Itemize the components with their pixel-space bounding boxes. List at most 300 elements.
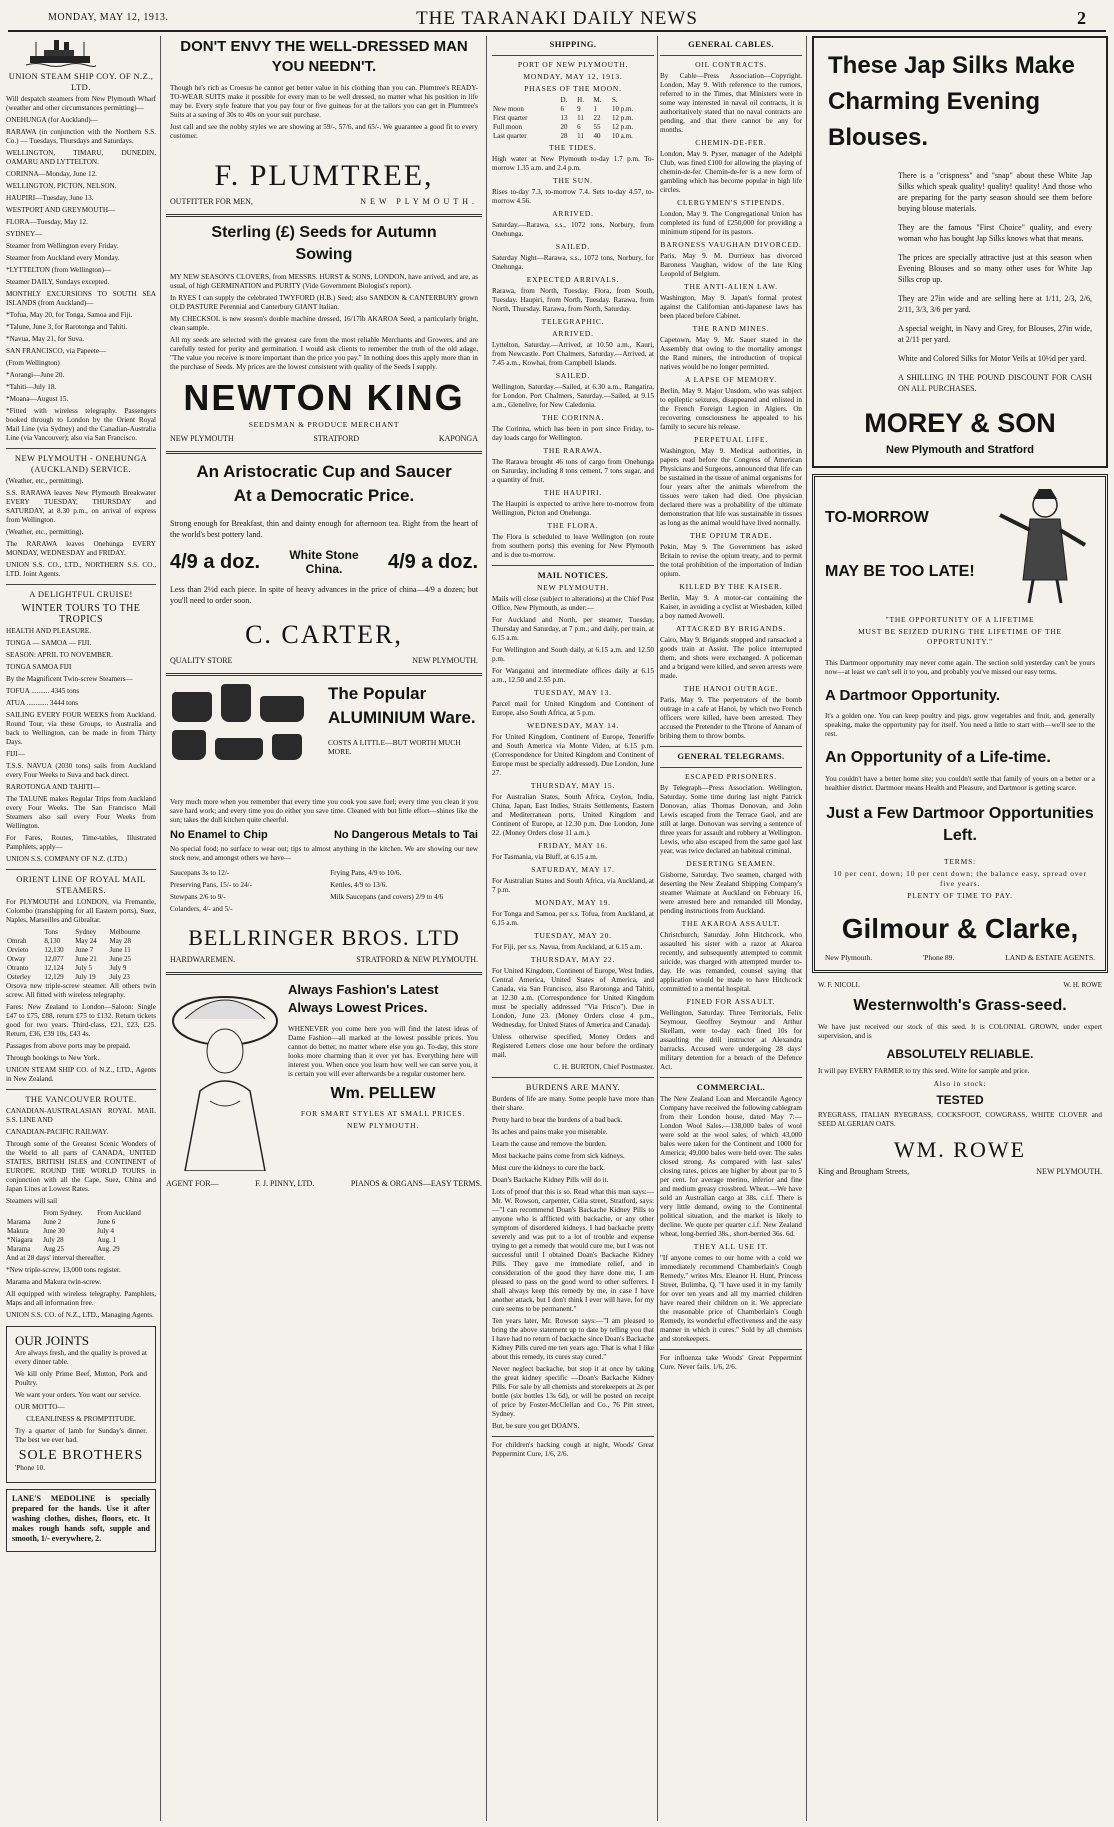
column-cables [660,36,802,1821]
plumtree-ad [166,36,482,208]
burdens-item: Most backache pains come from sick kidneys. [492,1152,625,1160]
table-cell: Aug. 1 [97,1236,117,1244]
table-row [6,1236,156,1245]
also-in-stock: Also in stock: [933,1079,987,1088]
tele-arrived-text: Lyttelton, Saturday.—Arrived, at 10.50 a.m., Kauri, from Newcastle. Port Chalmers, Saturday.—Arrived, at 7.45 a.m., Kowhai, from Campbell Islands. [492,341,654,367]
mail-notices-heading: MAIL NOTICES. [537,570,609,580]
vancouver-heading: THE VANCOUVER ROUTE. [25,1094,137,1104]
sun-heading: THE SUN. [553,176,593,185]
usco-heading: UNION STEAM SHIP COY. OF N.Z., LTD. [8,71,154,92]
telegram-text: Christchurch, Saturday. John Hitchcock, who assaulted his sister with a razor at Akaroa recently, and subsequently attempted to commit suicide, was charged with attempted murder to-day. He was remanded, counsel saying that application would be made to have Hitchcock committed to a mental hospital. [660,931,802,993]
pinny-footer [166,1179,482,1188]
ad-body: A SHILLING IN THE POUND DISCOUNT FOR CASH ON ALL PURCHASES. [898,373,1092,393]
table-cell: July 23 [109,973,130,981]
ad-body: You couldn't have a better home site; you couldn't settle that family of yours on a better or a healthier district. Dartmoor means Health and Pleasure, and Dartmoor is getting scarce. [825,775,1095,792]
usco-list [6,95,156,443]
newton-king-towns [170,434,478,443]
telegraphic-heading: TELEGRAPHIC. [541,317,605,326]
mail-item: Mails will close (subject to alterations) at the Chief Post Office, New Plymouth, as under:— [492,595,654,612]
table-cell: June 11 [109,946,131,954]
mail-date: TUESDAY, MAY 13. [534,688,612,697]
burdens-item: Lots of proof that this is so. Read what this man says:—Mr. W. Rowson, carpenter, Celia street, Stratford, says:—"I can recommend Doan's Backache Kidney Pills to anyone who is afflicted with backache, or any other symptom of disordered kidneys. I had backache pretty severely and was put to a lot of trouble and expense trying to get a remedy that would cure me, but I was not successful until I obtained Doan's Backache Kidney Pills. They gave me immediate relief, and in consideration of the good they have done me, I am pleased to pass on the good word to other sufferers. I shall always keep this remedy by me, in case I have another attack, but I don't think I ever will have, for my cure seems to be permanent." [492,1188,654,1313]
table-cell: 10 p.m. [611,105,634,113]
ad-body: No special food; no surface to wear out; tips to almost anything in the kitchen. We are showing our new stock now, and amongst others we have— [170,845,478,862]
ad-body: Strong enough for Breakfast, thin and dainty enough for afternoon tea. Right from the heart of the world's best pottery land. [170,519,478,539]
ad-body: The prices are specially attractive just at this season when Evening Blouses and so many other uses for White Jap Silks crop up. [898,253,1092,284]
cable-text: Paris, May 9. The perpetrators of the bomb outrage in a cafe at Hanoi, by which two French officers were killed, have been arrested. They accused the Pretender to the Throne of Annam of bribing them to throw bombs. [660,696,802,740]
gilmour-trade: LAND & ESTATE AGENTS. [1005,953,1095,962]
ad-body: There is a "crispness" and "snap" about these White Jap Silks which speak quality! quality! quality! And those who are preparing for the party season should see them before buying blouse materials. [898,171,1092,213]
table-cell [6,928,43,937]
newton-king-trade: SEEDSMAN & PRODUCE MERCHANT [248,420,400,429]
list-item: Saucepans 3s to 12/- [170,869,230,877]
divider [6,869,156,870]
gilmour-footer [825,953,1095,962]
plumtree-footer [170,197,478,206]
cable-item [660,282,802,321]
arrived-text: Saturday.—Rarawa, s.s., 1072 tons, Norbury, from Onehunga. [492,221,654,238]
table-cell: From Sydney. [43,1209,83,1217]
table-cell: 12 p.m. [611,123,634,131]
table-cell: *Niagara [7,1236,33,1244]
rowe-name: WM. ROWE [893,1137,1027,1162]
cable-heading: A LAPSE OF MEMORY. [685,375,777,384]
butcher-ad [6,1326,156,1483]
table-cell: 6 [577,123,581,131]
list-item: CORINNA—Monday, June 12. [6,170,97,178]
ad-body: They are the famous "First Choice" quality, and every woman who has bought Jap Silks knows what that means. [898,223,1092,243]
medoline-ad [6,1489,156,1552]
divider [660,746,802,747]
list-item: *Aorangi—June 20. [6,371,65,379]
stewpan-icon [172,730,206,760]
rowe-address: King and Brougham Streets, [818,1167,910,1176]
gilmour-phone: 'Phone 89. [922,953,955,962]
table-cell: From Auckland [97,1209,141,1217]
rowe-ad [812,979,1108,1178]
divider [660,767,802,768]
cable-heading: KILLED BY THE KAISER. [679,582,783,591]
cable-item [660,375,802,432]
table-cell: July 4 [97,1227,115,1235]
table-cell: Last quarter [493,132,527,140]
ad-body: Just call and see the nobby styles we are showing at 59/-, 57/6, and 65/-. We guarantee a good fit to every customer. [170,123,478,140]
list-item: OUR MOTTO— [15,1403,65,1411]
cable-item [660,198,802,237]
divider [492,1436,654,1437]
list-item: Steamer from Auckland every Monday. [6,254,120,262]
telegram-heading: THE AKAROA ASSAULT. [681,919,781,928]
table-cell: June 25 [109,955,132,963]
plumtree-name: F. PLUMTREE, [214,159,434,192]
ad-body: Very much more when you remember that every time you cook you save fuel; every time you clean it you save hard work; and every time you do either you save time. Cleaned with but little effort—shines like the sun; takes the dull kitchen quite cheerful. [170,798,478,824]
steamship-icon [26,38,96,68]
list-item: Stewpans 2/6 to 9/- [170,893,226,901]
table-header [492,96,654,105]
table-cell: First quarter [493,114,528,122]
all-use-it-heading: THEY ALL USE IT. [693,1242,769,1251]
table-cell: June 2 [43,1218,62,1226]
list-item: Will despatch steamers from New Plymouth Wharf (weather and other circumstances permitting)— [6,95,156,112]
cup-price: 4/9 a doz. [170,550,261,573]
pot-icon [272,734,302,760]
cable-item [660,624,802,681]
tides-heading: THE TIDES. [549,143,597,152]
saucepan-icon [172,692,212,722]
few-left-heading: Just a Few Dartmoor Opportunities Left. [826,805,1094,844]
rarawa-heading: THE RARAWA. [543,446,603,455]
mail-item: For United Kingdom, Continent of Europe, West Indies, Central America, United States of America, and Canada, via San Francisco, also Rarotonga and Tahiti, at 12.30 a.m. (Correspondence for United Kingdom must be specially addressed "Via Frisco"). Due in London, June 23. (Money Orders close 4 p.m., Wednesday, for United States of America and Canada). [492,967,654,1029]
mail-item: For Wellington and South daily, at 6.15 a.m. and 12.50 p.m. [492,646,654,663]
tele-sailed-text: Wellington, Saturday.—Sailed, at 6.30 a.m., Rangatira, for London. Port Chalmers, Saturday.—Sailed, at 9.15 a.m., Glenelive, for New Caledonia. [492,383,654,409]
ad-body: MY NEW SEASON'S CLOVERS, from MESSRS. HURST & SONS, LONDON, have arrived, and are, as usual, of high GERMINATION and PURITY (Vide Government Biologist's report). [170,273,478,290]
cable-text: Paris, May 9. M. Durrieux has divorced Baroness Vaughan, widow of the late King Leopold of Belgium. [660,252,802,278]
mail-item: For Tonga and Samoa, per s.s. Tofua, from Auckland, at 6.15 a.m. [492,910,654,927]
envy-heading: DON'T ENVY THE WELL-DRESSED MAN [180,38,468,55]
cable-item [660,582,802,621]
gilmour-clarke-ad [812,474,1108,973]
list-item: UNION STEAM SHIP CO. of N.Z., LTD., Agents in New Zealand. [6,1066,156,1083]
ad-body: Though he's rich as Croesus he cannot get better value in his clothing than you can. Plumtree's READY-TO-WEAR SUITS make it possible for every man to be well dressed, no matter what his position in life may be. Every style feature that you pay four or five guineas for at the tailors you can get in Plumtree's Suits at a saving of 30s to 40s on your suit purchase. [170,84,478,119]
list-item: SAN FRANCISCO, via Papeete— [6,347,107,355]
cruise-heading: A DELIGHTFUL CRUISE! [29,589,133,599]
ad-body: WHENEVER you come here you will find the latest ideas of Dame Fashion—all marked at the lowest possible prices. You cannot do better, no matter where else you go. To-day, this store looks more charming than it ever yet has. Everything here will interest you. When once you learn how well we can serve you, it is certain you will ever afterwards be a regular customer here. [288,1025,478,1078]
mail-date: SATURDAY, MAY 17. [531,865,615,874]
bellringer-name: BELLRINGER BROS. LTD [188,925,460,950]
pinny-name: F. J. PINNY, LTD. [255,1179,315,1188]
ad-body: White and Colored Silks for Motor Veils at 10½d per yard. [898,354,1087,363]
list-item: Frying Pans, 4/9 to 10/6. [330,869,402,877]
pianos-label: PIANOS & ORGANS—EASY TERMS. [350,1179,482,1188]
no-metals-heading: No Dangerous Metals to Tai [333,829,478,841]
table-cell: 6 [560,105,564,113]
mail-date: FRIDAY, MAY 16. [538,841,608,850]
telegram-text: Gisborne, Saturday. Two seamen, charged with deserting the New Zealand Shipping Company's steamer Waimate at Auckland on February 16, were arrested here and remanded till Monday, pending instructions from Auckland. [660,871,802,915]
list-item: WELLINGTON, PICTON, NELSON. [6,182,117,190]
list-item: WESTPORT AND GREYMOUTH— [6,206,116,214]
gilmour-name: Gilmour & Clarke, [841,913,1079,944]
cable-text: London, May 9. Pyser, manager of the Adelphi Club, was fined £100 for allowing the playing of chemin-de-fer. Chemin-de-fer is a new form of gambling which has become popular in high life circles. [660,150,802,194]
table-cell: June 21 [75,955,97,963]
newspaper-title: THE TARANAKI DAILY NEWS [416,8,698,29]
burdens-item: Learn the cause and remove the burden. [492,1140,607,1148]
table-cell: June 6 [97,1218,116,1226]
vancouver-sailings-table [6,1209,156,1254]
envy-subheading: YOU NEEDN'T. [271,58,377,75]
list-item: Are always fresh, and the quality is proved at every dinner table. [15,1349,147,1366]
burdens-item: Burdens of life are many. Some people have more than their share. [492,1095,654,1112]
colander-icon [215,738,263,760]
cable-text: Capetown, May 9. Mr. Sauer stated in the Assembly that owing to the mortality amongst the Rand miners, the introduction of tropical natives would be no longer permitted. [660,336,802,371]
tele-arrived-heading: ARRIVED. [552,329,594,338]
ad-body: We have just received our stock of this seed. It is COLONIAL GROWN, under expert supervision, and is [818,1023,1102,1040]
list-item: FIJI— [6,750,25,758]
telegram-item [660,919,802,994]
divider [660,1077,802,1078]
column-shipping-news [492,36,654,1821]
list-item: RARAWA (in conjunction with the Northern S.S. Co.) — Tuesdays, Thursdays and Saturdays. [6,128,156,145]
no-enamel-heading: No Enamel to Chip [170,829,268,841]
seeds-heading: Sterling (£) Seeds for Autumn [211,224,437,241]
agent-label: AGENT FOR— [166,1179,219,1188]
medoline-text: LANE'S MEDOLINE is specially prepared for the hands. Use it after washing clothes, dishes, floors, etc. It makes rough hands soft, supple and smooth, 1/- everywhere, 2. [12,1494,150,1543]
gilmour-town: New Plymouth. [825,953,873,962]
table-cell: 22 [593,114,601,122]
table-cell: Aug 25 [43,1245,64,1253]
burdens-item: But, be sure you get DOAN'S. [492,1422,580,1430]
expected-heading: EXPECTED ARRIVALS. [526,275,620,284]
table-cell: 9 [577,105,581,113]
table-cell: 12,077 [44,955,64,963]
cable-text: Pekin, May 9. The Government has asked Britain to revise the opium treaty, and to permit the total prohibition of the importation of Indian opium. [660,543,802,578]
list-item: ONEHUNGA (for Auckland)— [6,116,98,124]
reliable-label: ABSOLUTELY RELIABLE. [886,1047,1034,1061]
mail-date: THURSDAY, MAY 22. [530,955,616,964]
table-row [6,964,156,973]
sailed-heading: SAILED. [555,242,591,251]
table-cell [6,1209,42,1218]
list-item: *Fitted with wireless telegraphy. Passengers booked through to London by the Orient Royal Mail Line (via Sydney) and the Canadian-Australia Line (via Vancouver); also via San Francisco. [6,407,156,442]
pellew-town: NEW PLYMOUTH. [346,1121,419,1130]
table-cell: June 7 [75,946,94,954]
phone-number: 'Phone 10. [15,1464,46,1472]
table-cell: D. [560,96,568,104]
table-cell: July 9 [109,964,127,972]
table-cell: July 19 [75,973,96,981]
town-crier-illustration [985,485,1095,605]
opportunity-quote: MUST BE SEIZED DURING THE LIFETIME OF THE OPPORTUNITY." [858,627,1062,646]
grass-seed-heading: Westernwolth's Grass-seed. [853,997,1067,1014]
cable-heading: THE HANOI OUTRAGE. [683,684,779,693]
list-item: We want your orders. You want our service. [15,1391,141,1399]
divider [6,1089,156,1090]
table-row [492,123,654,132]
carter-name: C. CARTER, [245,620,403,649]
cable-text: By Cable—Press Association—Copyright. London, May 9. With reference to the rumors, referred to in the Times, that Ministers were in some way interested in naval oil contracts, it is authoritatively stated that no naval contracts are pending, and that there cannot be any for months. [660,72,802,134]
list-item: Fares: New Zealand to London—Saloon: Single £47 to £75, £88, return £75 to £132. Return tickets good for two years. Third-class, £21, £23, £25. Return, £36, £39 10s, £43 4s. [6,1003,156,1038]
list-item: CANADIAN-PACIFIC RAILWAY. [6,1128,109,1136]
table-cell: Orvieto [7,946,29,954]
ad-body: It's a golden one. You can keep poultry and pigs, grow vegetables and fruit, and, generally speaking, make the opportunity pay for itself. You need a little to start with—we'll see to the rest. [825,712,1095,738]
pellew-tagline: FOR SMART STYLES AT SMALL PRICES. [300,1109,466,1118]
table-cell: Tons [44,928,58,936]
flora-text: The Flora is scheduled to leave Wellington (on route from southern ports) this evening for New Plymouth and is due to-morrow. [492,533,654,559]
column-rule [657,36,658,1821]
list-item: UNION S.S. CO., LTD., NORTHERN S.S. CO., LTD. Joint Agents. [6,561,156,578]
cable-heading: ATTACKED BY BRIGANDS. [676,624,786,633]
cup-price-row [170,548,478,576]
mail-date: TUESDAY, MAY 20. [534,931,612,940]
list-item: RAROTONGA AND TAHITI— [6,783,100,791]
all-use-it-text: "If anyone comes to our home with a cold we immediately recommend Chamberlain's Cough Remedy," writes Mrs. Eleanor H. Hunt, Princess Street, Bulimba, Q. "I have used it in my family for over ten years and all my married children have reared their children on it. We appreciate the reasonable price of Chamberlain's Cough Remedy, its wonderful effectiveness and the easy manner in which it cures." Sold by all chemists and storekeepers. [660,1254,802,1343]
mail-sub: NEW PLYMOUTH. [536,583,609,592]
port-date: MONDAY, MAY 12, 1913. [523,72,623,81]
corinna-text: The Corinna, which has been in port since Friday, to-day loads cargo for Wellington. [492,425,654,442]
divider [6,448,156,449]
column-right-ads [812,36,1108,1821]
fashion-heading: Always Fashion's Latest Always Lowest Prices. [288,982,439,1015]
table-cell: Aug. 29 [97,1245,120,1253]
cable-text: London, May 9. The Congregational Union has completed its fund of £250,000 for providing a minimum stipend for its pastors. [660,210,802,236]
table-row [492,105,654,114]
cable-text: Berlin, May 9. Major Unsdom, who was subject to epileptic seizures, disappeared and enlisted in the French Foreign Legion in Algiers. On recovering consciousness he appealed to his family to secure his release. [660,387,802,431]
table-cell: July 5 [75,964,93,972]
too-late-heading: MAY BE TOO LATE! [825,563,975,580]
pellew-ad [166,979,482,1173]
tides-text: High water at New Plymouth to-day 1.7 p.m. To-morrow 1.35 a.m. and 2.4 p.m. [492,155,654,172]
silks-heading: These Jap Silks Make Charming Evening Blouses. [828,52,1075,151]
table-cell: 55 [593,123,601,131]
town: STRATFORD [313,434,360,443]
mail-date: THURSDAY, MAY 15. [530,781,616,790]
aluminium-top [170,682,478,792]
list-item: Kettles, 4/9 to 13/6. [330,881,388,889]
list-item: Through bookings to New York. [6,1054,100,1062]
column-rule [486,36,487,1821]
burdens-item: Pretty hard to bear the burdens of a bad back. [492,1116,623,1124]
mail-item: For Australian States, South Africa, Ceylon, India, China, Japan, East Indies, Straits Settlements, Eastern and Mediterranean ports, United Kingdom and Continent of Europe, at 12.30 p.m. Due London, June 22. (Money Orders close 11 a.m.). [492,793,654,837]
list-item: WELLINGTON, TIMARU, DUNEDIN, OAMARU AND LYTTELTON. [6,149,156,166]
divider [492,565,654,566]
terms-line: 10 per cent. down; 10 per cent down; the balance easy, spread over five years. [833,869,1087,888]
port-heading: PORT OF NEW PLYMOUTH. [517,60,629,69]
column-rule [806,36,807,1821]
aluminium-tagline: COSTS A LITTLE—BUT WORTH MUCH MORE. [328,738,461,756]
list-item: SEASON: APRIL TO NOVEMBER. [6,651,113,659]
table-cell: 8,130 [44,937,61,945]
list-item: Try a quarter of lamb for Sunday's dinner. The best we ever had. [15,1427,147,1444]
table-cell: June 30 [43,1227,65,1235]
list-item: Passages from above ports may be prepaid. [6,1042,131,1050]
mail-item: Parcel mail for United Kingdom and Continent of Europe, also South Africa, at 5 p.m. [492,700,654,717]
list-item: Through some of the Greatest Scenic Wonders of the World to all parts of CANADA, UNITED STATES, BRITISH ISLES and CONTINENT of EUROPE. ROUND THE WORLD TOURS in conjunction with all the Cape, Suez, China and Japan Lines at Lowest Rates. [6,1140,156,1193]
table-cell: H. [577,96,584,104]
list-item: ATUA ............ 3444 tons [6,699,79,707]
cable-heading: THE OPIUM TRADE. [689,531,773,540]
table-header [6,1209,156,1218]
divider [166,673,482,676]
orient-heading: ORIENT LINE OF ROYAL MAIL STEAMERS. [16,874,146,895]
list-item: CANADIAN-AUSTRALASIAN ROYAL MAIL S.S. LINE AND [6,1107,156,1124]
table-cell: Otranto [7,964,29,972]
sun-text: Rises to-day 7.3, to-morrow 7.4. Sets to-day 4.57, to-morrow 4.56. [492,188,654,205]
table-cell: 11 [577,132,584,140]
table-header [6,928,156,937]
table-cell: July 28 [43,1236,64,1244]
onehunga-heading: NEW PLYMOUTH - ONEHUNGA (AUCKLAND) SERVICE. [14,453,148,474]
table-cell: Marama [7,1218,31,1226]
mail-date: WEDNESDAY, MAY 14. [527,721,619,730]
town: KAPONGA [438,434,478,443]
table-cell: Marama [7,1245,31,1253]
table-cell: 12 p.m. [611,114,634,122]
burdens-heading: BURDENS ARE MANY. [525,1082,621,1092]
divider [166,451,482,454]
pellew-name: Wm. PELLEW [330,1085,436,1102]
moon-table [492,96,654,141]
cable-item [660,324,802,372]
table-cell: Full moon [493,123,522,131]
list-item: Steamer from Wellington every Friday. [6,242,119,250]
mail-item: For Wanganui and intermediate offices daily at 6.15 a.m., 12.50 and 2.55 p.m. [492,667,654,684]
list-item: UNION S.S. CO. of N.Z., LTD., Managing Agents. [6,1311,154,1319]
table-row [6,955,156,964]
list-item: (Weather, etc., permitting). [6,528,84,536]
table-row [6,1245,156,1254]
burdens-item: Ten years later, Mr. Rowson says:—"I am pleased to bring the above statement up to date by telling you that I have had no return of backache since Doan's Backache Kidney Pills cured me ten years ago. That is what I like about this remedy, its cures stay cured." [492,1317,654,1361]
shipping-heading: SHIPPING. [549,39,597,49]
cable-heading: BARONESS VAUGHAN DIVORCED. [660,240,802,249]
table-cell: Osterley [7,973,31,981]
mail-item: For Fiji, per s.s. Navua, from Auckland, at 6.15 a.m. [492,943,643,951]
table-cell: M. [593,96,602,104]
cable-text: Berlin, May 9. A motor-car containing the Kaiser, in avoiding a cyclist at Wiesbaden, killed a boy named Avowell. [660,594,802,620]
divider [6,584,156,585]
carter-town: NEW PLYMOUTH. [412,656,478,665]
divider [660,1349,802,1350]
kettle-icon [221,684,251,722]
ad-body: RYEGRASS, ITALIAN RYEGRASS, COCKSFOOT, COWGRASS, WHITE CLOVER and SEED ALGERIAN OATS. [818,1111,1102,1128]
morey-ad [812,36,1108,468]
telegram-item [660,772,802,856]
rowe-town: NEW PLYMOUTH. [1036,1167,1102,1176]
cable-item [660,684,802,741]
lifetime-heading: An Opportunity of a Life-time. [825,749,1051,766]
tele-sailed-heading: SAILED. [555,371,591,380]
telegram-heading: FINED FOR ASSAULT. [686,997,776,1006]
cable-item [660,60,802,135]
table-cell: 40 [593,132,601,140]
table-row [6,973,156,982]
sailed-text: Saturday Night—Rarawa, s.s., 1072 tons, Norbury, for Onehunga. [492,254,654,271]
cable-text: Washington, May 9. Medical authorities, in papers read before the Congress of American Physicians and Surgeons, announced that life can be sustained in the tissue of animal organisms for four years after the animals wherefrom the tissues were taken had died. One physician declared there was a probability of the ultimate demonstration that life was sustainable in tissues as long as the animal would have lived normally. [660,447,802,527]
tomorrow-heading: TO-MORROW [825,509,929,526]
carter-ad [166,458,482,667]
table-cell: 10 a.m. [611,132,633,140]
mail-date: MONDAY, MAY 19. [535,898,611,907]
ad-body: A special weight, in Navy and Grey, for Blouses, 27in wide, at 2/11 per yard. [898,324,1092,344]
tested-label: TESTED [936,1093,984,1107]
list-item: UNION S.S. COMPANY OF N.Z. (LTD.) [6,855,128,863]
list-item: MONTHLY EXCURSIONS TO SOUTH SEA ISLANDS (from Auckland)— [6,290,156,307]
cup-china: White Stone China. [289,548,359,576]
sole-brothers-name: SOLE BROTHERS [18,1448,144,1463]
table-cell: 13 [560,114,568,122]
table-row [492,132,654,141]
haupiri-heading: THE HAUPIRI. [543,488,603,497]
joints-heading: OUR JOINTS [15,1333,90,1348]
rowe-names [818,981,1102,989]
bellringer-ad [166,680,482,966]
newton-king-name: NEWTON KING [183,377,465,418]
table-row [6,937,156,946]
table-cell: Omrah [7,937,27,945]
list-item: *LYTTELTON (from Wellington)— [6,266,112,274]
mail-item: Unless otherwise specified, Money Orders and Registered Letters close one hour before the ordinary mail. [492,1033,654,1059]
table-cell: S. [611,96,618,104]
ad-body: In RYES I can supply the celebrated TWYFORD (H.B.) Seed; also SANDON & CANTERBURY grown OLD PASTURE Perennial and Canterbury GIANT Italian. [170,294,478,311]
table-cell: 20 [560,123,568,131]
lady-with-hat-illustration [170,981,280,1171]
frying-pan-icon [260,696,304,722]
list-item: Steamer DAILY, Sundays excepted. [6,278,110,286]
aluminium-heading: The Popular ALUMINIUM Ware. [328,684,476,727]
bellringer-trade: HARDWAREMEN. [170,955,236,964]
arrived-heading: ARRIVED. [552,209,594,218]
burdens-item: Doan's Backache Kidney Pills will do it. [492,1176,609,1184]
list-item: TOFUA .......... 4345 tons [6,687,80,695]
cup-subheading: At a Democratic Price. [233,486,415,505]
